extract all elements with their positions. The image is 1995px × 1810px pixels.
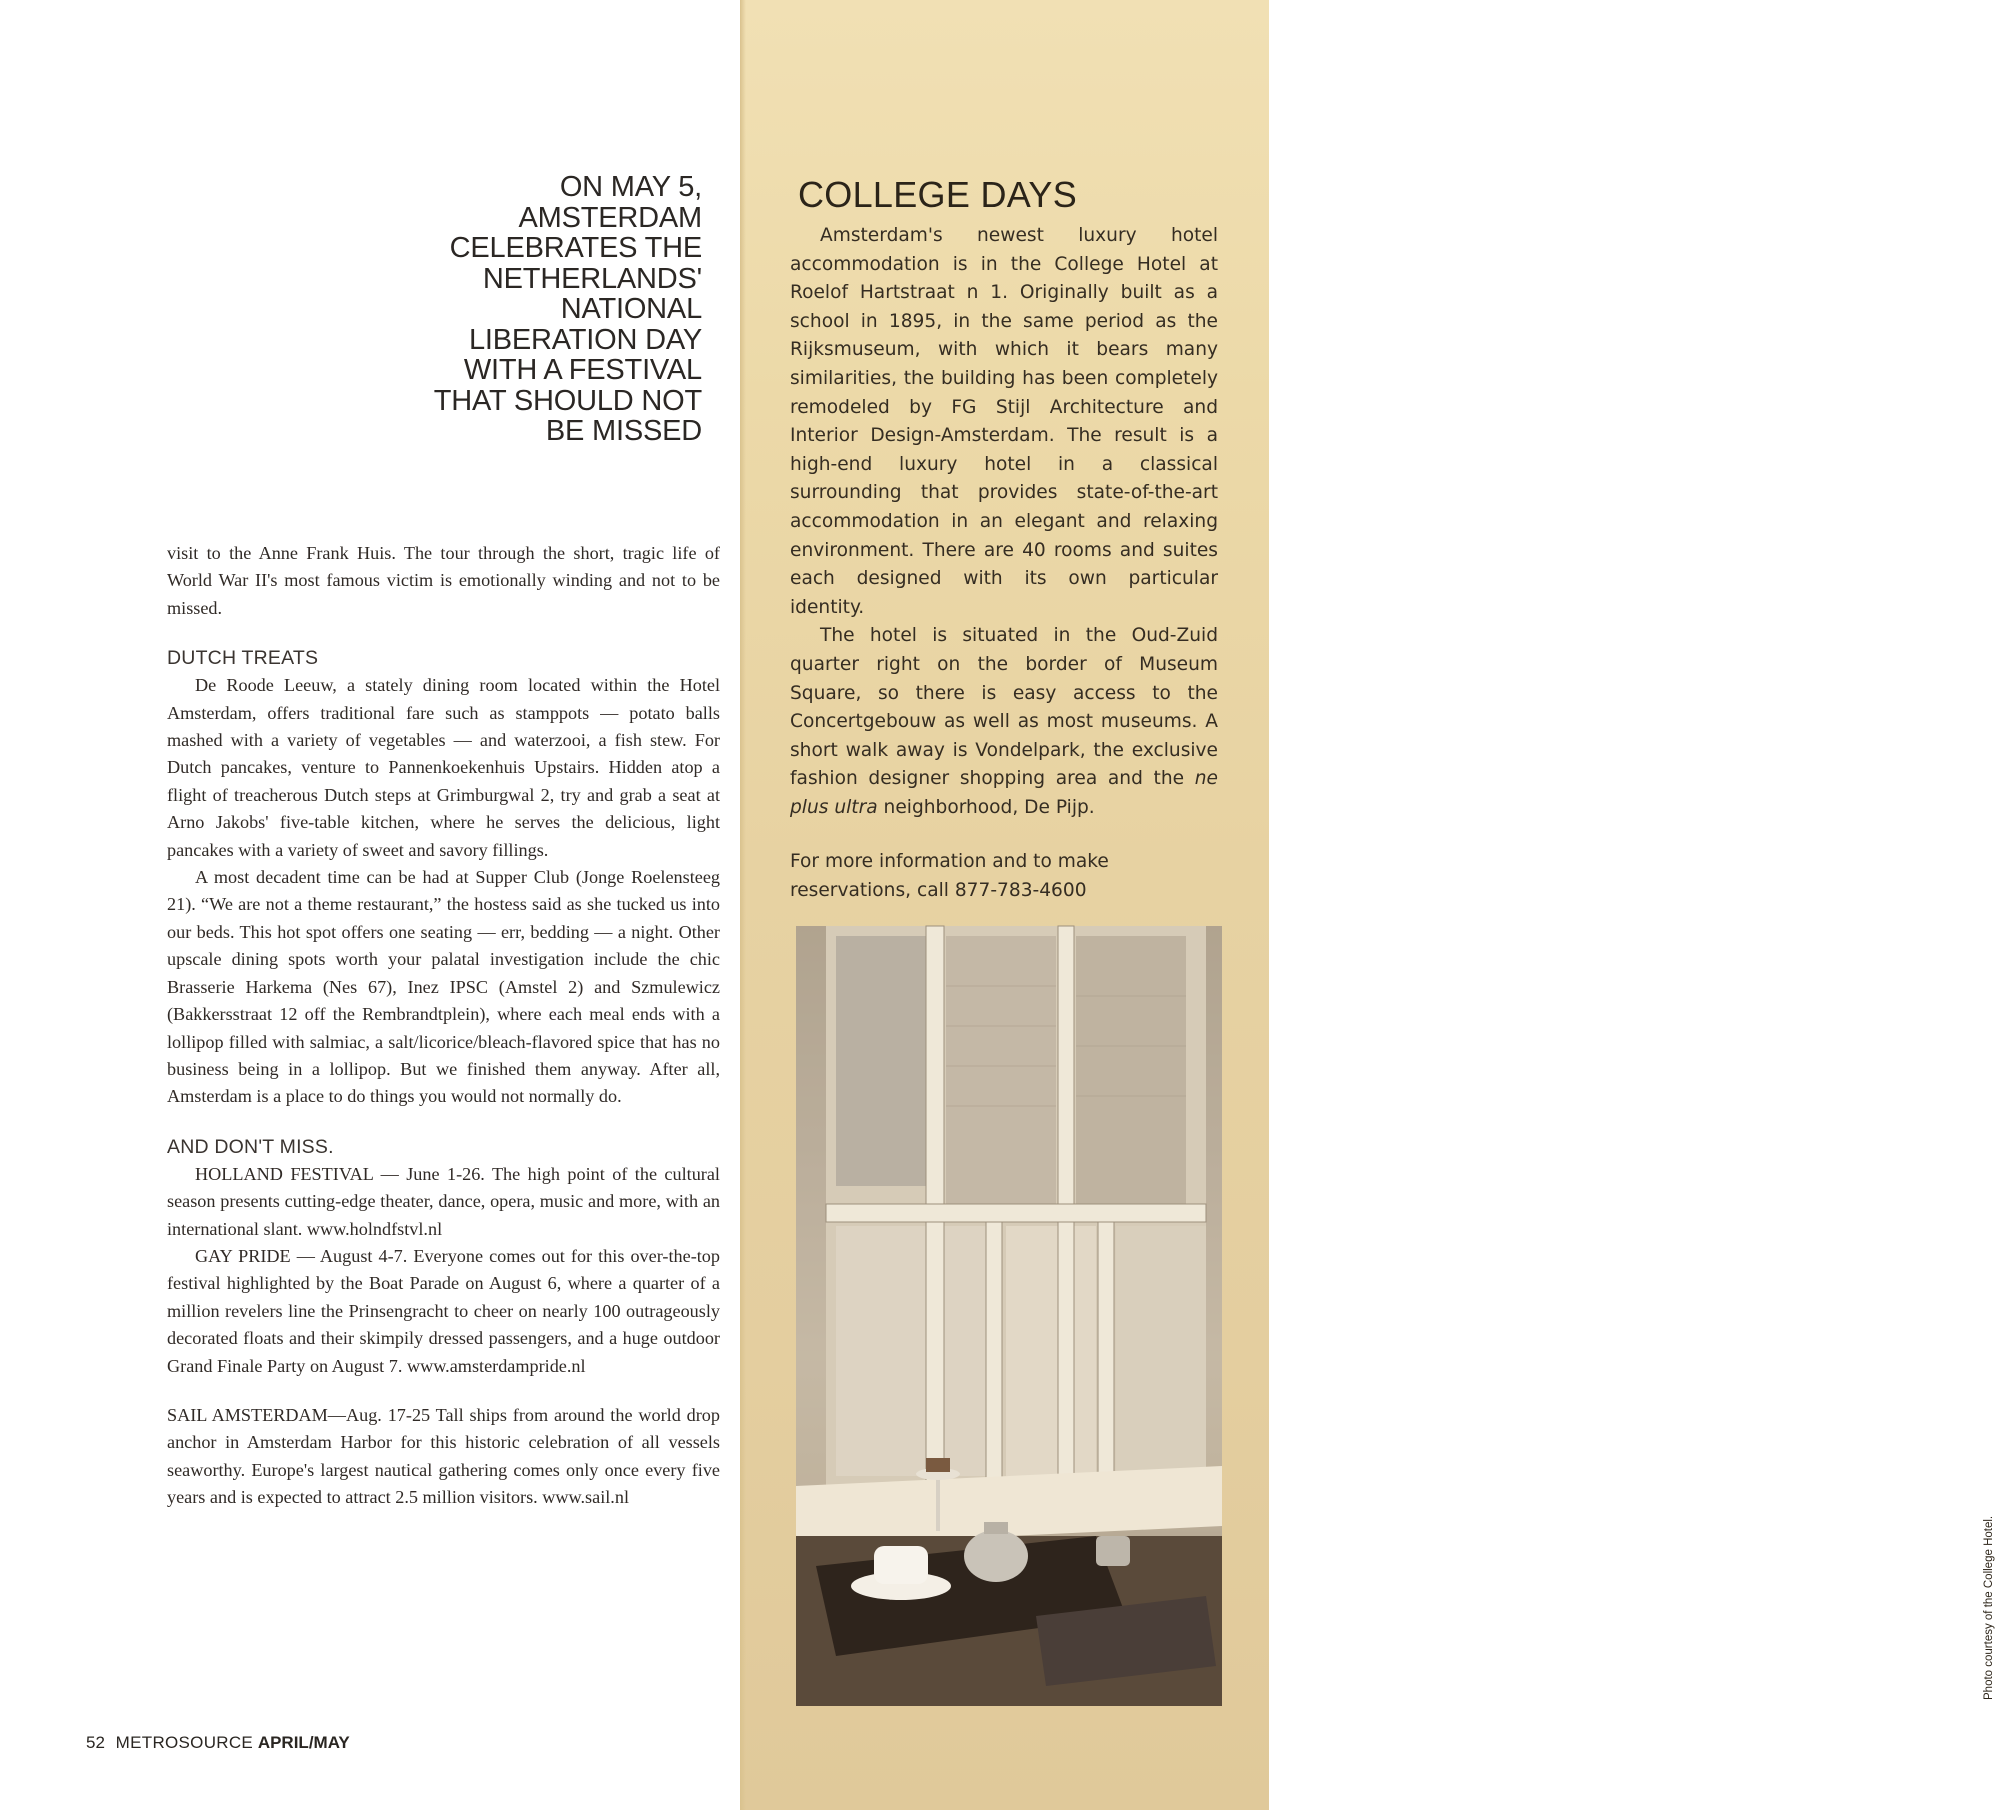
dutch-treats-paragraph-2: A most decadent time can be had at Supper Club (Jonge Roelensteeg 21). “We are not a theme restaurant,” the hostess said as she tucked us into our beds. This hot spot offers one seating — err, bedding — a night. Other upscale dining spots worth your palatal investigation include the chic Brasserie Harkema (Nes 67), Inez IPSC (Amstel 2) and Szmulewicz (Bakkersstraat 12 off the Rembrandtplein), where each meal ends with a lollipop filled with salmiac, a salt/licorice/bleach-flavored spice that has no business being in a lollipop. But we finished them anyway. After all, Amsterdam is a place to do things you would not normally do. xyxy=(167,867,720,1107)
pull-quote-line: WITH A FESTIVAL xyxy=(463,354,702,386)
sidebar-college-days xyxy=(740,0,1995,1810)
issue-date: APRIL/MAY xyxy=(257,1733,350,1752)
holland-festival-paragraph: HOLLAND FESTIVAL — June 1-26. The high point of the cultural season presents cutting-edge theater, dance, opera, music and more, with an international slant. www.holndfstvl.nl xyxy=(167,1163,720,1239)
page-footer xyxy=(86,1733,350,1753)
sidebar-paragraph-1: Amsterdam's newest luxury hotel accommodation is in the College Hotel at Roelof Hartstraat n 1. Originally built as a school in 1895, in the same period as the Rijksmuseum, with which it bears many similarities, the building has been completely remodeled by FG Stijl Architecture and Interior Design-Amsterdam. The result is a high-end luxury hotel in a classical surrounding that provides state-of-the-art accommodation in an elegant and relaxing environment. There are 40 rooms and suites each designed with its own particular identity. xyxy=(790,225,1218,618)
reservation-info: For more information and to make reservations, call 877-783-4600 xyxy=(790,851,1109,902)
dont-miss-heading: AND DON'T MISS. xyxy=(167,1135,334,1158)
gay-pride-paragraph: GAY PRIDE — August 4-7. Everyone comes out for this over-the-top festival highlighted by the Boat Parade on August 6, where a quarter of a million revelers line the Prinsengracht to cheer on nearly 100 outrageously decorated floats and their skimpily dressed passengers, and a huge outdoor Grand Finale Party on August 7. www.amsterdampride.nl xyxy=(167,1245,720,1376)
pull-quote-line: AMSTERDAM xyxy=(518,201,702,234)
pull-quote-line: LIBERATION DAY xyxy=(468,323,702,356)
photo-illustration xyxy=(796,926,1222,1706)
hotel-window-photo xyxy=(796,926,1222,1706)
sidebar-p2-end: neighborhood, De Pijp. xyxy=(877,796,1095,818)
pull-quote xyxy=(360,172,702,447)
article-intro: visit to the Anne Frank Huis. The tour through the short, tragic life of World War II's most famous victim is emotionally winding and not to be missed. xyxy=(167,543,720,618)
photo-credit: Photo courtesy of the College Hotel. xyxy=(1983,1515,1995,1700)
sidebar-p2-italic: ne plus ultra xyxy=(790,768,1218,818)
sidebar-title: COLLEGE DAYS xyxy=(798,174,1078,215)
sidebar-p2-text: The hotel is situated in the Oud-Zuid quarter right on the border of Museum Square, so there is easy access to the Concertgebouw as well as most museums. A short walk away is Vondelpark, the exclusive fashion designer shopping area and the xyxy=(790,625,1218,790)
page-number: 52 xyxy=(86,1733,105,1752)
pull-quote-line: THAT SHOULD NOT xyxy=(433,384,702,417)
pull-quote-line: ON MAY 5, xyxy=(559,171,702,203)
sidebar-body xyxy=(790,222,1218,906)
sidebar-paragraph-2 xyxy=(790,622,1218,822)
dutch-treats-paragraph-1: De Roode Leeuw, a stately dining room located within the Hotel Amsterdam, offers traditional fare such as stamppots — potato balls mashed with a variety of vegetables — and waterzooi, a fish stew. For Dutch pancakes, venture to Pannenkoekenhuis Upstairs. Hidden atop a flight of treacherous Dutch steps at Grimburgwal 2, try and grab a seat at Arno Jakobs' five-table kitchen, where he serves the delicious, light pancakes with a variety of sweet and savory fillings. xyxy=(167,675,720,860)
pull-quote-line: NETHERLANDS' xyxy=(482,262,702,295)
magazine-name: METROSOURCE xyxy=(115,1733,254,1752)
pull-quote-line: BE MISSED xyxy=(545,415,702,447)
article-column xyxy=(167,540,720,1512)
pull-quote-line: NATIONAL xyxy=(560,293,702,325)
pull-quote-line: CELEBRATES THE xyxy=(449,232,702,264)
sail-amsterdam-paragraph: SAIL AMSTERDAM—Aug. 17-25 Tall ships from around the world drop anchor in Amsterdam Harbor for this historic celebration of all vessels seaworthy. Europe's largest nautical gathering comes only once every five years and is expected to attract 2.5 million visitors. www.sail.nl xyxy=(167,1404,720,1508)
dutch-treats-heading: DUTCH TREATS xyxy=(167,647,319,670)
